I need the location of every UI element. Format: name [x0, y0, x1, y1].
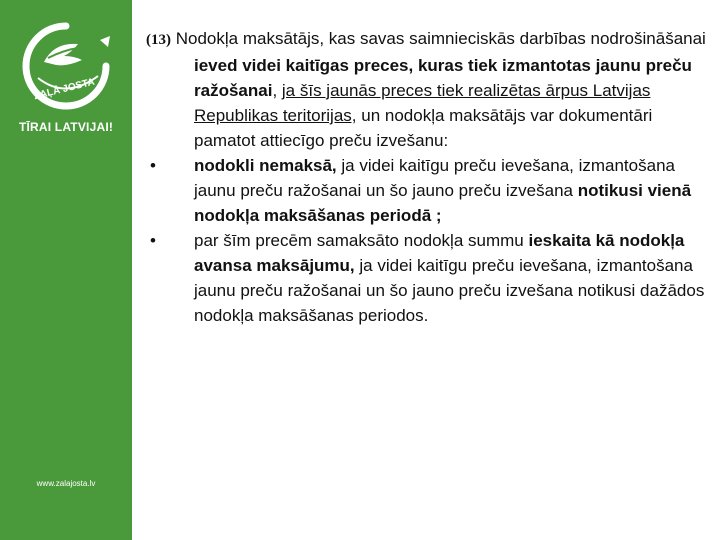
logo-text: ZAĻĀ JOSTA [32, 76, 96, 103]
p1-t5: ja šīs jaunās preces tiek realizētas ārpus Latvijas Republikas teritorijas, [194, 81, 651, 125]
zala-josta-logo [14, 18, 118, 114]
b1-t2: ja videi kaitīgu preču ievešana, izmantošana jaunu preču ražošanai un šo jauno preču izvešana [194, 156, 675, 200]
list-item [146, 228, 706, 328]
paragraph-13 [146, 26, 706, 153]
b2-t3: ja videi kaitīgu preču ievešana, izmantošana jaunu preču ražošanai un šo jauno preču izvešana notikusi dažādos nodokļa maksāšanas periodos. [194, 256, 705, 325]
bullet-icon: • [150, 156, 156, 175]
p1-t4: , [272, 81, 282, 100]
p1-t6: un nodokļa maksātājs var dokumentāri pamatot attiecīgo preču izvešanu: [194, 106, 653, 150]
bullet-icon: • [150, 231, 156, 250]
p1-t3: ieved videi kaitīgas preces, kuras tiek izmantotas jaunu preču ražošanai [194, 56, 692, 100]
b1-t1: nodokli nemaksā, [194, 156, 337, 175]
slogan: TĪRAI LATVIJAI! [18, 120, 114, 134]
b1-t3: notikusi vienā nodokļa maksāšanas periodā ; [194, 181, 692, 225]
website-link[interactable]: www.zalajosta.lv [36, 479, 96, 488]
list-item [146, 153, 706, 228]
item-number: (13) [146, 32, 171, 48]
p1-t2: kas savas saimnieciskās darbības nodrošināšanai [324, 29, 706, 48]
sidebar [0, 0, 132, 540]
p1-t1: Nodokļa maksātājs, [175, 29, 325, 48]
main-content [146, 26, 706, 328]
b2-t2: ieskaita kā nodokļa avansa maksājumu, [194, 231, 685, 275]
b2-t1: par šīm precēm samaksāto nodokļa summu [194, 231, 529, 250]
